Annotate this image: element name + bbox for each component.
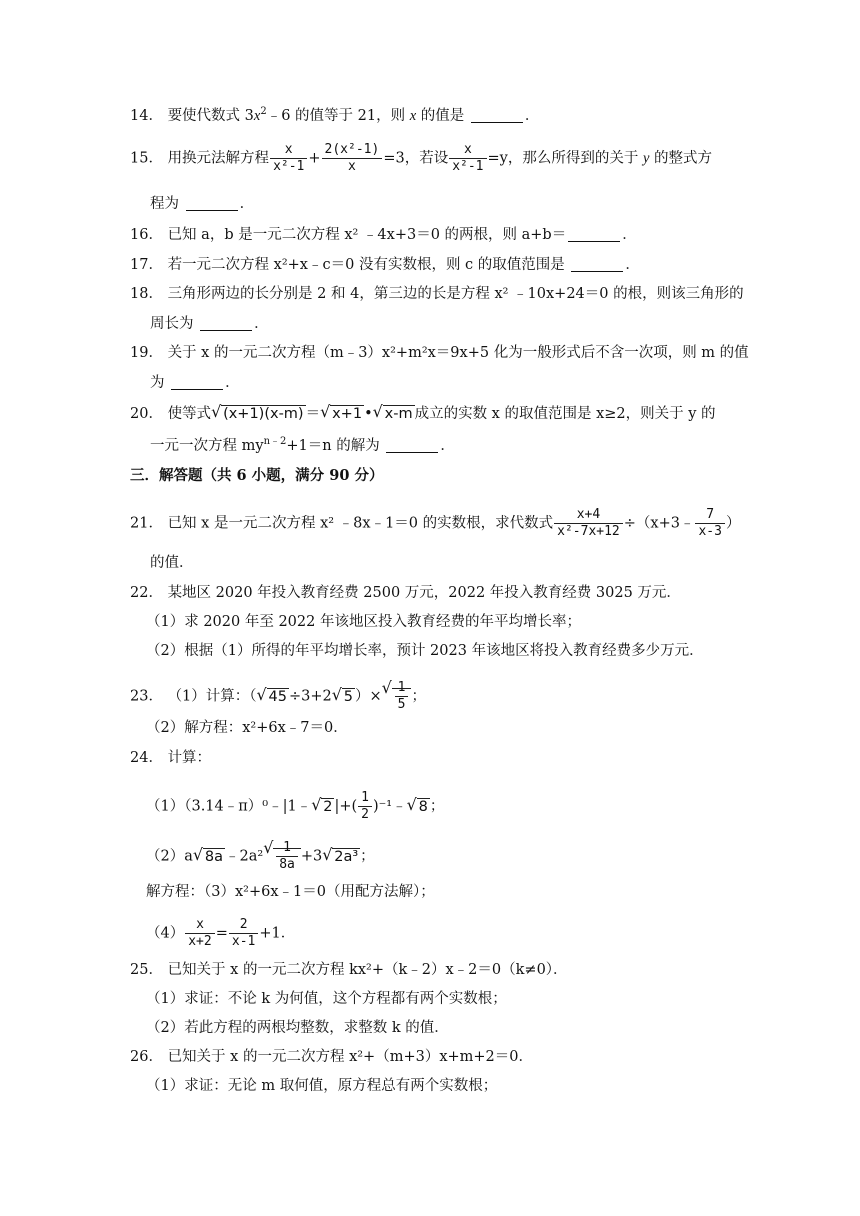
numerator: 2(x²-1)	[322, 142, 383, 159]
fraction	[322, 142, 383, 175]
numerator: x	[449, 142, 486, 159]
question-text: 的值．	[150, 555, 194, 571]
denominator: 5	[397, 697, 406, 712]
exponent: 2	[260, 106, 267, 117]
question-21-cont	[150, 553, 194, 573]
square-root	[323, 847, 360, 867]
question-text: 周长为	[150, 316, 194, 332]
answer-blank[interactable]	[386, 438, 438, 453]
question-number: 23．	[130, 688, 163, 705]
square-root	[264, 840, 301, 873]
question-text: 成立的实数 x 的取值范围是 x≥2，则关于 y 的	[414, 406, 716, 422]
denominator: x	[348, 159, 356, 174]
question-text: +1＝n 的解为	[286, 438, 380, 454]
question-25-part-2: （2）若此方程的两根均整数，求整数 k 的值．	[146, 1020, 449, 1036]
numerator: 7	[695, 507, 724, 524]
punctuation: ．	[225, 375, 240, 391]
denominator: x+2	[188, 934, 212, 949]
radicand: 8a	[204, 848, 223, 865]
question-number: 25．	[130, 962, 163, 978]
question-24-part-4	[146, 917, 295, 950]
question-text: 的值是	[420, 108, 465, 124]
numerator: √ 1	[276, 840, 298, 857]
question-text: 使等式	[167, 406, 212, 422]
question-text: 三角形两边的长分别是 2 和 4，第三边的长是方程 x² ﹣10x+24＝0 的根，则该三角形的	[167, 286, 744, 302]
question-25	[130, 960, 568, 980]
denominator: 8a	[279, 857, 295, 872]
punctuation: ．	[524, 108, 540, 124]
question-text: |+(	[334, 798, 358, 815]
question-text: （2）a	[146, 848, 193, 865]
question-text: 已知关于 x 的一元二次方程 kx²+（k﹣2）x﹣2＝0（k≠0）．	[167, 962, 568, 978]
question-22-part-1: （1）求 2020 年至 2022 年该地区投入教育经费的年平均增长率；	[146, 614, 581, 630]
square-root	[408, 797, 430, 817]
question-text: +3	[300, 848, 323, 865]
question-text: 已知 x 是一元二次方程 x² ﹣8x﹣1＝0 的实数根，求代数式	[167, 515, 554, 532]
fraction	[229, 917, 258, 950]
square-root	[212, 404, 306, 424]
punctuation: ；	[411, 688, 426, 705]
question-text: （1）计算：（	[167, 688, 257, 705]
question-20	[130, 404, 716, 424]
question-text: 程为	[150, 196, 179, 212]
operator: =	[215, 925, 228, 942]
question-22	[130, 583, 681, 603]
punctuation: ．	[254, 316, 269, 332]
numerator: x	[185, 917, 214, 934]
numerator: x+4	[554, 507, 623, 524]
operator: •	[364, 406, 373, 422]
radicand: 5	[343, 688, 353, 705]
question-text: ÷（x+3﹣	[623, 515, 695, 532]
denominator: x-1	[231, 934, 256, 949]
question-text: 某地区 2020 年投入教育经费 2500 万元，2022 年投入教育经费 3025 万元．	[167, 585, 681, 601]
punctuation: ；	[360, 848, 375, 865]
question-text: 为	[150, 375, 165, 391]
fraction	[554, 507, 623, 540]
punctuation: ．	[622, 227, 637, 243]
question-number: 22．	[130, 585, 163, 601]
question-24-part-3: 解方程：（3）x²+6x﹣1＝0（用配方法解）；	[146, 884, 435, 900]
question-19-cont	[150, 373, 240, 393]
operator: +	[308, 150, 321, 167]
answer-blank[interactable]	[571, 257, 623, 272]
question-text: 用换元法解方程	[167, 150, 270, 167]
radicand: (x+1)(x-m)	[223, 406, 304, 422]
variable-x: x	[409, 108, 417, 124]
question-text: 已知关于 x 的一元二次方程 x²+（m+3）x+m+2＝0．	[167, 1049, 534, 1065]
operator: ＝	[305, 406, 321, 422]
question-26-part-1: （1）求证：无论 m 取何值，原方程总有两个实数根；	[146, 1078, 498, 1094]
question-text: =3，若设	[383, 150, 449, 167]
question-24-part-1	[146, 790, 444, 823]
question-number: 19．	[130, 345, 163, 361]
question-19	[130, 343, 749, 363]
radicand: 2a³	[334, 848, 359, 865]
punctuation: ．	[239, 196, 255, 212]
question-number: 24．	[130, 750, 163, 766]
radicand: 2	[323, 798, 333, 815]
radicand: 45	[268, 688, 287, 705]
question-number: 15．	[130, 150, 163, 167]
numerator: 1	[358, 790, 372, 807]
question-22-part-2: （2）根据（1）所得的年平均增长率，预计 2023 年该地区将投入教育经费多少万元．	[146, 643, 704, 659]
question-23	[130, 680, 426, 713]
numerator: x	[270, 142, 307, 159]
numerator: √ 1	[395, 680, 409, 697]
variable-y: y	[642, 150, 650, 167]
denominator: x-3	[698, 524, 722, 539]
square-root	[383, 680, 412, 713]
question-text: ﹣6 的值等于 21，则	[266, 108, 406, 124]
question-15-cont	[150, 194, 254, 214]
square-root	[333, 687, 355, 707]
question-18-cont	[150, 314, 269, 334]
radicand: x+1	[332, 406, 363, 422]
question-15	[130, 142, 712, 175]
answer-blank[interactable]	[171, 375, 223, 390]
question-text: （4）	[146, 925, 185, 942]
question-text: 若一元二次方程 x²+x﹣c＝0 没有实数根，则 c 的取值范围是	[167, 257, 565, 273]
answer-blank[interactable]	[471, 108, 523, 123]
question-26	[130, 1047, 533, 1067]
answer-blank[interactable]	[200, 316, 252, 331]
question-18	[130, 284, 744, 304]
question-text: 关于 x 的一元二次方程（m﹣3）x²+m²x＝9x+5 化为一般形式后不含一次项，则 m 的值	[167, 345, 749, 361]
answer-blank[interactable]	[568, 227, 620, 242]
question-text: =y，那么所得到的关于	[487, 150, 639, 167]
question-text: ）×	[354, 688, 382, 705]
fraction	[449, 142, 486, 175]
question-24-part-2	[146, 840, 375, 873]
question-14	[130, 106, 539, 126]
fraction	[185, 917, 214, 950]
question-23-part-2: （2）解方程：x²+6x﹣7＝0．	[146, 720, 348, 736]
question-text: +1．	[259, 925, 296, 942]
radicand: x-m	[384, 406, 413, 422]
square-root	[321, 404, 364, 424]
radicand: 8	[418, 798, 428, 815]
fraction	[276, 840, 298, 873]
fraction	[395, 680, 409, 713]
question-16	[130, 225, 637, 245]
question-number: 16．	[130, 227, 163, 243]
question-text: 一元一次方程 my	[150, 438, 264, 454]
question-25-part-1: （1）求证：不论 k 为何值，这个方程都有两个实数根；	[146, 991, 507, 1007]
numerator: 2	[229, 917, 258, 934]
section-heading: 三．解答题（共 6 小题，满分 90 分）	[130, 467, 384, 484]
question-text: 计算：	[167, 750, 212, 766]
question-text: )⁻¹﹣	[372, 798, 407, 815]
question-number: 21．	[130, 515, 163, 532]
question-number: 17．	[130, 257, 163, 273]
fraction	[358, 790, 372, 823]
square-root	[194, 847, 225, 867]
question-number: 26．	[130, 1049, 163, 1065]
denominator: x²-1	[452, 159, 484, 174]
denominator: 2	[361, 807, 369, 822]
answer-blank[interactable]	[186, 196, 238, 211]
variable-x: x	[253, 108, 261, 124]
square-root	[258, 687, 289, 707]
question-text: （1）（3.14﹣π）⁰﹣|1﹣	[146, 798, 312, 815]
question-24	[130, 748, 211, 768]
exponent: n﹣2	[263, 436, 287, 447]
question-20-cont	[150, 436, 455, 456]
question-text: ﹣2a²	[225, 848, 264, 865]
question-17	[130, 255, 640, 275]
question-text: 的整式方	[654, 150, 713, 167]
punctuation: ．	[625, 257, 640, 273]
question-text: 已知 a，b 是一元二次方程 x² ﹣4x+3＝0 的两根，则 a+b＝	[167, 227, 567, 243]
question-21	[130, 507, 740, 540]
fraction	[695, 507, 724, 540]
question-number: 20．	[130, 406, 163, 422]
denominator: x²-1	[273, 159, 305, 174]
square-root	[374, 404, 415, 424]
denominator: x²-7x+12	[557, 524, 620, 539]
question-number: 14．	[130, 108, 163, 124]
question-number: 18．	[130, 286, 163, 302]
question-text: 要使代数式 3	[167, 108, 254, 124]
punctuation: ）	[725, 515, 741, 532]
punctuation: ．	[440, 438, 455, 454]
punctuation: ；	[429, 798, 445, 815]
fraction	[270, 142, 307, 175]
question-text: ÷3+2	[289, 688, 332, 705]
square-root	[312, 797, 334, 817]
